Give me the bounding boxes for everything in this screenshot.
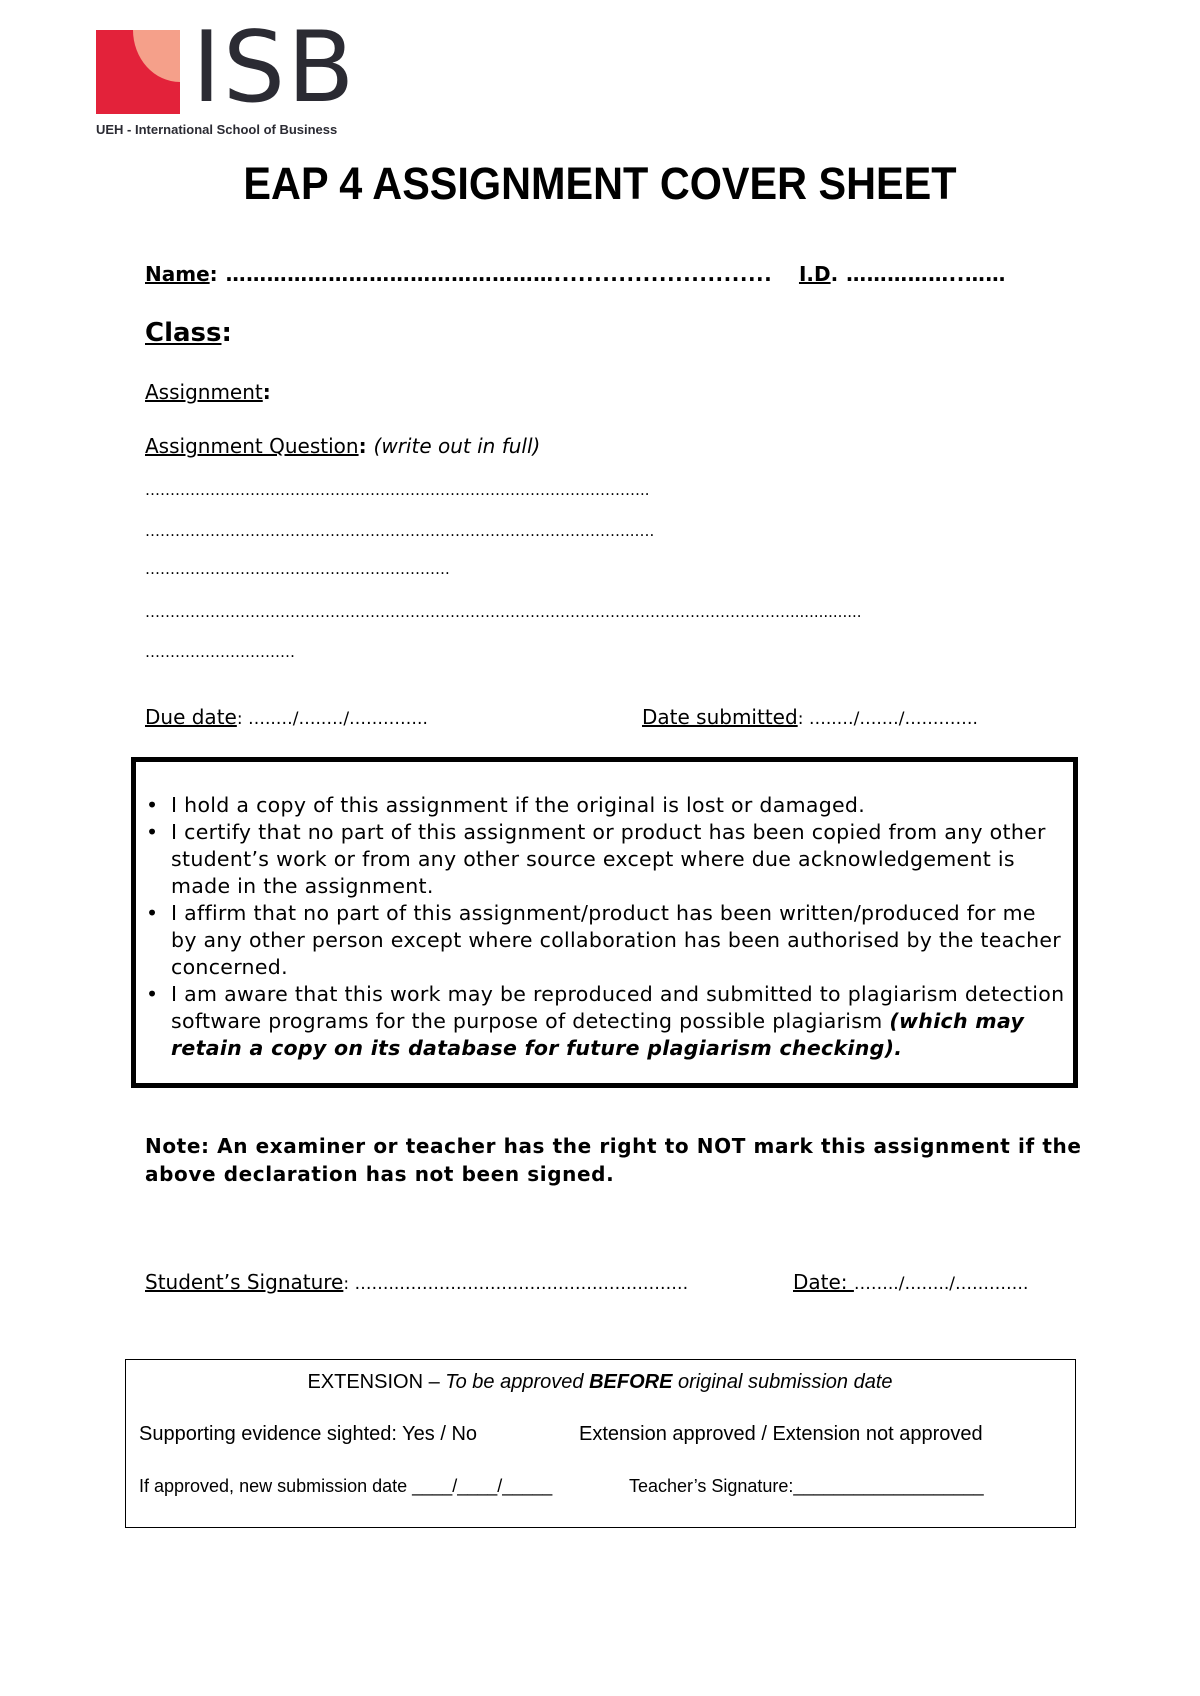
signature-date-label: Date: — [793, 1270, 854, 1294]
class-colon: : — [221, 318, 232, 348]
question-line[interactable]: ……………………………………………………………………………………….. — [145, 481, 650, 499]
class-label: Class — [145, 318, 222, 348]
question-line[interactable]: ……………………………………………………………………………………..…. — [145, 522, 655, 540]
declaration-italic-tail: (which may retain a copy on its database for future plagiarism checking). — [171, 1009, 1025, 1060]
extension-heading-prefix: EXTENSION – — [307, 1371, 446, 1393]
name-field[interactable]: : …………………………………………........................... — [209, 262, 773, 286]
due-date-label: Due date — [145, 705, 237, 729]
bullet-icon: • — [146, 982, 159, 1006]
class-row — [145, 318, 232, 348]
logo-tagline: UEH - International School of Business — [96, 122, 338, 137]
logo-mark-icon — [96, 30, 180, 114]
assignment-colon: : — [262, 380, 271, 404]
question-label: Assignment Question — [145, 434, 359, 458]
date-submitted-label: Date submitted — [642, 705, 798, 729]
question-line[interactable]: ………………………… — [145, 643, 295, 661]
extension-heading-bold: BEFORE — [589, 1371, 673, 1393]
bullet-icon: • — [146, 820, 159, 844]
extension-heading-italic: To be approved — [445, 1371, 590, 1393]
evidence-sighted[interactable]: Supporting evidence sighted: Yes / No — [139, 1423, 478, 1445]
declaration-item — [146, 981, 1066, 1062]
declaration-text: I certify that no part of this assignment or product has been copied from any other student’s work or from any other source except where due acknowledgement is made in the assignment. — [171, 820, 1046, 898]
extension-box — [125, 1359, 1076, 1528]
extension-heading-suffix: original submission date — [672, 1371, 893, 1393]
note-text: Note: An examiner or teacher has the right to NOT mark this assignment if the above declaration has not been signed. — [145, 1134, 1082, 1186]
date-submitted-field[interactable]: : …..…/….…/…………. — [797, 709, 978, 729]
isb-logo — [96, 11, 376, 140]
due-date-field[interactable]: : …..…/…..…/………….. — [236, 709, 428, 729]
declaration-item — [146, 900, 1066, 981]
assignment-row — [145, 380, 271, 404]
declaration-text: I affirm that no part of this assignment/product has been written/produced for me by any other person except where collaboration has been authorised by the teacher concerned. — [171, 901, 1062, 979]
assignment-label: Assignment — [145, 380, 263, 404]
question-line[interactable]: ……………………………………………………. — [145, 560, 450, 578]
teacher-signature[interactable]: Teacher’s Signature:___________________ — [629, 1476, 984, 1496]
logo-letters: ISB — [192, 11, 357, 125]
question-hint: (write out in full) — [373, 434, 541, 458]
declaration-text: I hold a copy of this assignment if the original is lost or damaged. — [171, 793, 866, 817]
signature-date-row — [793, 1270, 1028, 1294]
declaration-item — [146, 819, 1066, 900]
date-submitted-row — [642, 705, 978, 729]
due-date-row — [145, 705, 428, 729]
declaration-item — [146, 792, 1066, 819]
question-colon: : — [358, 434, 374, 458]
extension-approval[interactable]: Extension approved / Extension not approved — [579, 1423, 983, 1445]
declaration-list — [146, 792, 1066, 1062]
declaration-box — [131, 757, 1078, 1088]
question-row — [145, 434, 540, 458]
question-line[interactable]: …………………………………………………………………………………………………………………............... — [145, 603, 862, 621]
page-title: EAP 4 ASSIGNMENT COVER SHEET — [243, 158, 957, 209]
signature-date-field[interactable]: ……../……../…………. — [853, 1274, 1029, 1294]
name-label: Name — [145, 262, 210, 286]
bullet-icon: • — [146, 793, 159, 817]
declaration-text: I am aware that this work may be reproduced and submitted to plagiarism detection software programs for the purpose of detecting possible plagiarism — [171, 982, 1065, 1033]
new-submission-date[interactable]: If approved, new submission date ____/____/_____ — [139, 1476, 553, 1496]
signature-row — [145, 1270, 688, 1294]
signature-field[interactable]: : ……..…………………………………………… — [343, 1274, 689, 1294]
name-id-row — [145, 262, 1006, 286]
id-field[interactable]: . ……………..…… — [830, 262, 1006, 286]
signature-label: Student’s Signature — [145, 1270, 344, 1294]
bullet-icon: • — [146, 901, 159, 925]
extension-heading — [126, 1371, 1074, 1394]
id-label: I.D — [798, 262, 831, 286]
